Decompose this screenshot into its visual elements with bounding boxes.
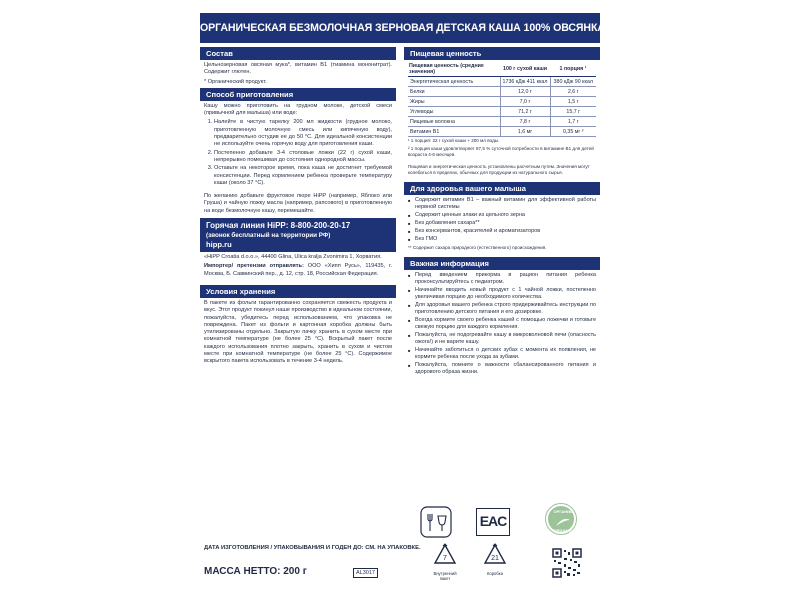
row-value-portion: 1,7 г [550,117,596,127]
table-row [408,87,596,97]
composition-header: Состав [200,47,396,60]
row-value-portion: 15,7 г [550,107,596,117]
storage-header: Условия хранения [200,285,396,298]
list-item: ■ Начинайте вводить новый продукт с 1 чайной ложки, постепенно увеличивая порцию до необходимого количества. [408,287,596,301]
organic-badge-icon [546,504,576,534]
eac-mark-icon: EAC [476,508,510,536]
important-list [404,270,600,376]
table-header-name: Пищевая ценность (средние значения) [408,62,500,77]
recycle-icon [482,542,508,568]
producer-maker: «HiPP Croatia d.o.o.», 44400 Glina, Ulica kralja Zvonimira 1, Хорватия. [204,254,382,261]
hotline-website[interactable]: hipp.ru [206,240,232,250]
preparation-header: Способ приготовления [200,88,396,101]
table-row [408,107,596,117]
preparation-intro: Кашу можно приготовить на грудном молоке, детской смеси (привычной для малыша) или воде: [204,102,392,117]
composition-note: * Органический продукт. [204,78,267,85]
health-list [404,195,600,243]
recycle-label: Коробка [486,571,504,576]
important-header: Важная информация [404,257,600,270]
list-item: ■ Без консервантов, красителей и ароматизаторов [408,228,596,235]
left-column [200,47,396,368]
row-value-100g: 1736 кДж 411 ккал [500,77,550,87]
recycle-number: 7 [443,555,447,562]
row-name: Жиры [408,97,500,107]
health-header: Для здоровья вашего малыша [404,182,600,195]
importer-text: ООО «Хипп Русь», 119435, г. Москва, Б. Саввинский пер., д. 12, стр. 18, Российская Федерация. [204,263,393,277]
list-item: ■ Всегда кормите своего ребенка кашей с помощью ложечки и готовьте свежую порцию для каждого кормления. [408,317,596,331]
dates-info: ДАТА ИЗГОТОВЛЕНИЯ / УПАКОВЫВАНИЯ И ГОДЕН ДО: СМ. НА УПАКОВКЕ. [204,545,421,551]
producer-importer [204,263,392,278]
row-value-100g: 7,0 г [500,97,550,107]
list-item: ■ Для здоровья вашего ребенка строго придерживайтесь инструкции по приготовлению детского питания и его дозировке. [408,302,596,316]
storage-text: В пакете из фольги гарантированно сохраняется свежесть продукта и вкус. Этот продукт покинул наше производство в идеальном состоянии, пожалуйста, убедитесь перед использованием, что упаковка не повреждена. Пакет из фольги и картонная коробка должны быть утилизированы отдельно. Закрытую пачку хранить в сухом месте при комнатной температуре (не более 25 °С). Вскрытый пакет после каждого использования плотно закрыть, хранить в сухом и чистом месте при комнатной температуре (не более 25 °С). Содержимое вскрытого пакета использовать в течение 3-4 недель. [204,299,392,365]
nutrition-table [408,62,596,137]
nutrition-header: Пищевая ценность [404,47,600,60]
preparation-step: 3. Оставьте на некоторое время, пока каша не достигнет требуемой консистенции. Перед кормлением ребенка проверьте температуру каши (около 37 °С). [214,165,392,187]
qr-code-icon[interactable] [552,548,582,578]
row-value-100g: 71,2 г [500,107,550,117]
preparation-step: 1. Налейте в чистую тарелку 200 мл жидкости (грудное молоко, приготовленную молочную смесь или кипяченую воду), предварительно остудив ее до 50 °С. Для идеальной консистенции не используйте очень горячую воду для приготовления каши. [214,119,392,148]
list-item: ■ Перед введением прикорма в рацион питания ребенка проконсультируйтесь с педиатром. [408,272,596,286]
hotline-block [200,218,396,252]
nutrition-footnote-1: ¹ 1 порция: 22 г сухой каши + 200 мл воды. [408,138,500,143]
net-mass: МАССА НЕТТО: 200 г [204,566,307,577]
hotline-note: (звонок бесплатный на территории РФ) [206,232,331,240]
composition-section [200,60,396,86]
storage-section [200,298,396,366]
producer-section [200,252,396,278]
right-column [404,47,600,377]
list-item: ■ Без добавления сахара** [408,220,596,227]
row-value-100g: 1,6 мг [500,127,550,137]
table-header-portion: 1 порция ¹ [550,62,596,77]
table-row [408,97,596,107]
list-item: ■ Начинайте заботиться о детских зубах с момента их появления, не кормите ребенка после ухода за зубами. [408,347,596,361]
recycle-icon [432,542,458,568]
row-value-portion: 0,35 мг ² [550,127,596,137]
recycle-label: Внутренний пакет [433,571,457,581]
leaf-icon [548,515,578,529]
row-name: Пищевые волокна [408,117,500,127]
certification-icons [410,498,600,588]
nutrition-footnote-2: ² 1 порция каши удовлетворяет 87,5 % суточной потребности в витамине B1 для детей возраста 4-6 месяцев. [408,146,594,157]
row-value-portion: 1,5 г [550,97,596,107]
list-item: ■ Содержит ценные злаки из цельного зерна [408,212,596,219]
importer-label: Импортер/ претензии отправлять: [204,263,304,270]
nutrition-footnote-3: Пищевая и энергетическая ценность установлены расчетным путем. Значения могут колебаться в пределах, обычных для продукции из натурального сырья. [408,164,590,175]
table-header-100g: 100 г сухой каши [500,62,550,77]
table-row [408,77,596,87]
row-name: Энергетическая ценность [408,77,500,87]
table-row [408,127,596,137]
row-name: Витамин B1 [408,127,500,137]
list-item: ■ Пожалуйста, не подогревайте кашу в микроволновой печи (опасность ожога!) и не варите кашу. [408,332,596,346]
row-name: Белки [408,87,500,97]
preparation-section [200,101,396,215]
list-item: ■ Без ГМО [408,236,596,243]
preparation-step: 2. Постепенно добавьте 3-4 столовые ложки (22 г) сухой каши, непрерывно помешивая до состояния однородной массы. [214,150,392,165]
list-item: ■ Пожалуйста, помните о важности сбалансированного питания и здорового образа жизни. [408,362,596,376]
organic-badge-top: ОРГАНИК [553,509,573,514]
row-value-portion: 2,6 г [550,87,596,97]
row-value-100g: 7,8 г [500,117,550,127]
food-safe-icon [420,506,452,538]
table-row [408,117,596,127]
product-title: ОРГАНИЧЕСКАЯ БЕЗМОЛОЧНАЯ ЗЕРНОВАЯ ДЕТСКАЯ КАША 100% ОВСЯНКА, С 4-Х МЕСЯЦЕВ. [200,13,600,43]
organic-badge-bottom: ORGANIC [553,528,573,533]
composition-text: Цельнозерновая овсяная мука*, витамин B1 (тиамина мононитрат). Содержит глютен. [204,62,392,76]
row-value-100g: 12,0 г [500,87,550,97]
health-note: ** Содержит сахара природного (естественного) происхождения. [408,245,547,250]
table-header-row [408,62,596,77]
product-code: AL3017 [353,568,378,578]
row-value-portion: 380 кДж 90 ккал [550,77,596,87]
list-item: ■ Содержит витамин B1 – важный витамин для эффективной работы нервной системы [408,197,596,211]
recycle-number: 21 [491,555,499,562]
package-panel [200,13,696,590]
row-name: Углеводы [408,107,500,117]
preparation-steps [204,119,392,187]
hotline-phone: Горячая линия HiPP: 8-800-200-20-17 [206,221,351,231]
preparation-extra: По желанию добавьте фруктовое пюре HiPP (например, Яблоко или Груша) и чайную ложку масла (например, рапсового) в приготовленную на воде безмолочную кашу, перемешайте. [204,193,392,214]
